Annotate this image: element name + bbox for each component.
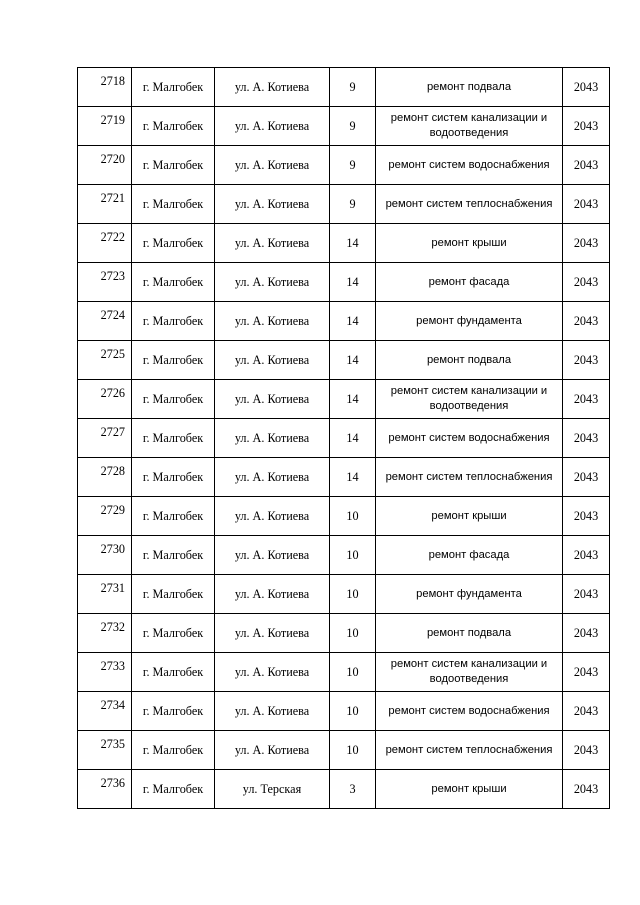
work-type-cell: ремонт фасада <box>376 263 563 302</box>
street-cell: ул. А. Котиева <box>215 263 330 302</box>
city-cell: г. Малгобек <box>132 770 215 809</box>
street-cell: ул. А. Котиева <box>215 536 330 575</box>
work-type-cell: ремонт подвала <box>376 614 563 653</box>
street-cell: ул. А. Котиева <box>215 458 330 497</box>
house-number-cell: 14 <box>330 263 376 302</box>
house-number-cell: 14 <box>330 302 376 341</box>
street-cell: ул. А. Котиева <box>215 614 330 653</box>
house-number-cell: 9 <box>330 146 376 185</box>
street-cell: ул. А. Котиева <box>215 185 330 224</box>
row-number-cell: 2720 <box>78 146 132 185</box>
table-row <box>78 614 610 653</box>
year-cell: 2043 <box>563 146 610 185</box>
city-cell: г. Малгобек <box>132 107 215 146</box>
table-row <box>78 146 610 185</box>
work-type-cell: ремонт систем водоснабжения <box>376 419 563 458</box>
house-number-cell: 10 <box>330 575 376 614</box>
row-number-cell: 2735 <box>78 731 132 770</box>
street-cell: ул. А. Котиева <box>215 653 330 692</box>
house-number-cell: 14 <box>330 458 376 497</box>
street-cell: ул. А. Котиева <box>215 302 330 341</box>
table-row <box>78 224 610 263</box>
house-number-cell: 10 <box>330 731 376 770</box>
row-number-cell: 2726 <box>78 380 132 419</box>
table-row <box>78 731 610 770</box>
table-row <box>78 458 610 497</box>
table-row <box>78 692 610 731</box>
house-number-cell: 14 <box>330 224 376 263</box>
works-table-body <box>78 68 610 809</box>
year-cell: 2043 <box>563 380 610 419</box>
year-cell: 2043 <box>563 770 610 809</box>
city-cell: г. Малгобек <box>132 263 215 302</box>
city-cell: г. Малгобек <box>132 497 215 536</box>
year-cell: 2043 <box>563 341 610 380</box>
year-cell: 2043 <box>563 185 610 224</box>
street-cell: ул. А. Котиева <box>215 107 330 146</box>
street-cell: ул. А. Котиева <box>215 224 330 263</box>
row-number-cell: 2728 <box>78 458 132 497</box>
row-number-cell: 2729 <box>78 497 132 536</box>
year-cell: 2043 <box>563 731 610 770</box>
work-type-cell: ремонт крыши <box>376 770 563 809</box>
work-type-cell: ремонт систем водоснабжения <box>376 692 563 731</box>
year-cell: 2043 <box>563 302 610 341</box>
house-number-cell: 10 <box>330 614 376 653</box>
row-number-cell: 2732 <box>78 614 132 653</box>
year-cell: 2043 <box>563 224 610 263</box>
year-cell: 2043 <box>563 263 610 302</box>
street-cell: ул. А. Котиева <box>215 419 330 458</box>
table-row <box>78 419 610 458</box>
work-type-cell: ремонт систем теплоснабжения <box>376 731 563 770</box>
house-number-cell: 14 <box>330 341 376 380</box>
city-cell: г. Малгобек <box>132 458 215 497</box>
table-row <box>78 653 610 692</box>
year-cell: 2043 <box>563 497 610 536</box>
row-number-cell: 2723 <box>78 263 132 302</box>
work-type-cell: ремонт фундамента <box>376 302 563 341</box>
house-number-cell: 3 <box>330 770 376 809</box>
year-cell: 2043 <box>563 419 610 458</box>
work-type-cell: ремонт систем канализации и водоотведения <box>376 653 563 692</box>
house-number-cell: 9 <box>330 185 376 224</box>
work-type-cell: ремонт систем теплоснабжения <box>376 458 563 497</box>
city-cell: г. Малгобек <box>132 653 215 692</box>
city-cell: г. Малгобек <box>132 536 215 575</box>
table-row <box>78 263 610 302</box>
street-cell: ул. А. Котиева <box>215 497 330 536</box>
work-type-cell: ремонт крыши <box>376 497 563 536</box>
row-number-cell: 2733 <box>78 653 132 692</box>
table-row <box>78 341 610 380</box>
year-cell: 2043 <box>563 536 610 575</box>
year-cell: 2043 <box>563 107 610 146</box>
city-cell: г. Малгобек <box>132 68 215 107</box>
work-type-cell: ремонт систем канализации и водоотведения <box>376 380 563 419</box>
work-type-cell: ремонт подвала <box>376 341 563 380</box>
row-number-cell: 2721 <box>78 185 132 224</box>
street-cell: ул. А. Котиева <box>215 731 330 770</box>
table-row <box>78 68 610 107</box>
year-cell: 2043 <box>563 458 610 497</box>
work-type-cell: ремонт фундамента <box>376 575 563 614</box>
row-number-cell: 2727 <box>78 419 132 458</box>
year-cell: 2043 <box>563 653 610 692</box>
house-number-cell: 10 <box>330 653 376 692</box>
city-cell: г. Малгобек <box>132 419 215 458</box>
house-number-cell: 10 <box>330 497 376 536</box>
city-cell: г. Малгобек <box>132 380 215 419</box>
city-cell: г. Малгобек <box>132 146 215 185</box>
row-number-cell: 2736 <box>78 770 132 809</box>
table-row <box>78 575 610 614</box>
house-number-cell: 14 <box>330 419 376 458</box>
street-cell: ул. А. Котиева <box>215 692 330 731</box>
table-row <box>78 536 610 575</box>
row-number-cell: 2731 <box>78 575 132 614</box>
work-type-cell: ремонт подвала <box>376 68 563 107</box>
table-row <box>78 497 610 536</box>
city-cell: г. Малгобек <box>132 692 215 731</box>
table-row <box>78 107 610 146</box>
row-number-cell: 2718 <box>78 68 132 107</box>
table-row <box>78 770 610 809</box>
street-cell: ул. А. Котиева <box>215 146 330 185</box>
row-number-cell: 2719 <box>78 107 132 146</box>
row-number-cell: 2722 <box>78 224 132 263</box>
row-number-cell: 2730 <box>78 536 132 575</box>
city-cell: г. Малгобек <box>132 224 215 263</box>
row-number-cell: 2734 <box>78 692 132 731</box>
work-type-cell: ремонт фасада <box>376 536 563 575</box>
city-cell: г. Малгобек <box>132 575 215 614</box>
table-row <box>78 302 610 341</box>
city-cell: г. Малгобек <box>132 185 215 224</box>
year-cell: 2043 <box>563 692 610 731</box>
city-cell: г. Малгобек <box>132 341 215 380</box>
year-cell: 2043 <box>563 614 610 653</box>
year-cell: 2043 <box>563 575 610 614</box>
city-cell: г. Малгобек <box>132 614 215 653</box>
year-cell: 2043 <box>563 68 610 107</box>
street-cell: ул. Терская <box>215 770 330 809</box>
street-cell: ул. А. Котиева <box>215 341 330 380</box>
table-row <box>78 380 610 419</box>
row-number-cell: 2725 <box>78 341 132 380</box>
house-number-cell: 9 <box>330 68 376 107</box>
work-type-cell: ремонт систем канализации и водоотведения <box>376 107 563 146</box>
house-number-cell: 10 <box>330 692 376 731</box>
house-number-cell: 14 <box>330 380 376 419</box>
street-cell: ул. А. Котиева <box>215 68 330 107</box>
works-table <box>77 67 610 809</box>
street-cell: ул. А. Котиева <box>215 575 330 614</box>
city-cell: г. Малгобек <box>132 302 215 341</box>
house-number-cell: 10 <box>330 536 376 575</box>
street-cell: ул. А. Котиева <box>215 380 330 419</box>
row-number-cell: 2724 <box>78 302 132 341</box>
work-type-cell: ремонт систем теплоснабжения <box>376 185 563 224</box>
house-number-cell: 9 <box>330 107 376 146</box>
city-cell: г. Малгобек <box>132 731 215 770</box>
work-type-cell: ремонт крыши <box>376 224 563 263</box>
table-row <box>78 185 610 224</box>
work-type-cell: ремонт систем водоснабжения <box>376 146 563 185</box>
